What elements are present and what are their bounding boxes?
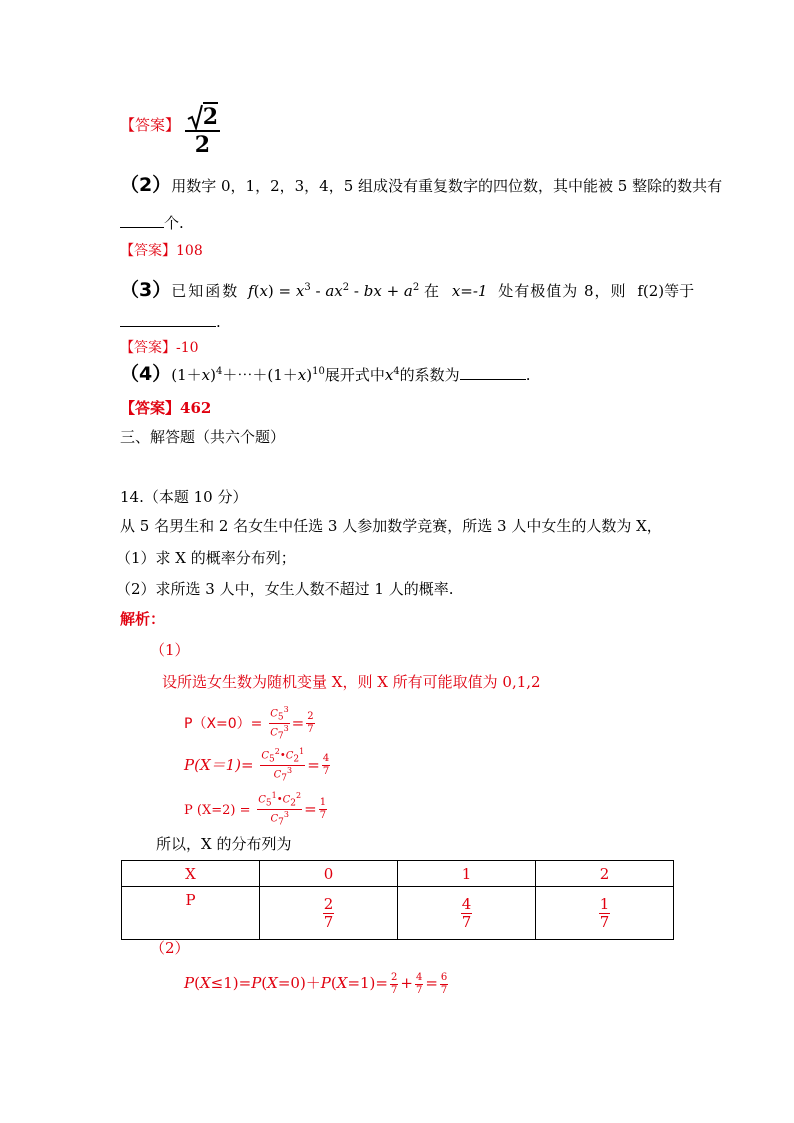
answer-label: 【答案】 (120, 340, 176, 356)
p2-result-fraction: $\frac{1}{7}$ (319, 797, 327, 822)
section-title: 三、解答题（共六个题） (120, 428, 286, 446)
problem-part1: （1）求 X 的概率分布列； (116, 549, 296, 567)
q4-line: $(4)(1+x)^4+\cdots+(1+x)^{10}$展开式中$x^4$的系数为 . (120, 363, 531, 385)
p0-den: 7 (323, 912, 334, 931)
q2-text: 用数字 0，1，2，3，4，5 组成没有重复数字的四位数，其中能被 5 整除的数共有 (171, 177, 723, 195)
p1-comb-fraction: $\frac{C_5^2•C_2^1}{C_7^3}$ (261, 747, 305, 784)
q3-tail: . (216, 313, 221, 331)
q1-radicand: 2 (202, 104, 219, 130)
table-cell-x1: 1 (398, 861, 536, 887)
q3-text-c: x=-1 (451, 282, 488, 300)
solution-intro: 设所选女生数为随机变量 X，则 X 所有可能取值为 0,1,2 (162, 673, 541, 691)
p2-num: 1 (599, 894, 610, 913)
table-cell-p2 (536, 887, 674, 940)
p1-num: 4 (461, 894, 472, 913)
p0-result-fraction: $\frac{2}{7}$ (307, 711, 314, 736)
table-cell-x0: 0 (260, 861, 398, 887)
q4-answer: 462 (180, 399, 212, 417)
table-header-p: P (122, 887, 260, 940)
q2-line (120, 170, 722, 197)
answer-label: 【答案】 (120, 399, 181, 417)
problem-statement: 从 5 名男生和 2 名女生中任选 3 人参加数学竞赛，所选 3 人中女生的人数为 X， (120, 517, 662, 535)
p1-lhs: P(X＝1)= (184, 755, 254, 774)
table-cell-p0 (260, 887, 398, 940)
q4-text-a: 展开式中 (324, 366, 385, 384)
p2-den: 7 (599, 912, 610, 931)
final-formula: P(X≤1)=P(X=0)＋P(X=1)= $\frac{2}{7}$ + $\frac{4}{7}$ = $\frac{6}{7}$ (184, 971, 448, 996)
q2-answer: 108 (176, 243, 203, 259)
q3-text-d: 处有极值为 8，则 (498, 282, 627, 300)
q2-number: （2） (120, 174, 172, 196)
table-cell-p1 (398, 887, 536, 940)
q4-answer-row (120, 397, 211, 418)
q4-text-b: 的系数为 (399, 366, 460, 384)
q2-tail-line (120, 212, 184, 233)
table-cell-x2: 2 (536, 861, 674, 887)
q4-blank (460, 365, 526, 380)
distribution-intro: 所以，X 的分布列为 (156, 835, 292, 853)
p1-result-fraction: $\frac{4}{7}$ (322, 753, 330, 778)
answer-label: 【答案】 (120, 116, 181, 134)
q1-answer-row (120, 104, 220, 158)
q3-function-formula: f (248, 282, 254, 300)
q1-denominator: 2 (194, 132, 211, 158)
p2-comb-fraction: $\frac{C_5^1•C_2^2}{C_7^3}$ (258, 791, 302, 828)
solution-part1-label: （1） (150, 641, 190, 659)
p1-formula: P(X＝1)= $\frac{C_5^2•C_2^1}{C_7^3}$ = $\frac{4}{7}$ (184, 747, 330, 784)
table-row (122, 887, 674, 940)
q3-text-f: 等于 (664, 282, 695, 300)
q3-text-e: f(2) (637, 282, 665, 300)
p2-formula: P (X=2) = $\frac{C_5^1•C_2^2}{C_7^3}$ = $\frac{1}{7}$ (184, 791, 327, 828)
q2-tail: 个. (164, 214, 184, 232)
q3-number: （3） (120, 279, 172, 301)
p0-num: 2 (323, 894, 334, 913)
q3-line: （3）已知函数 $f(x) = x^3 - ax^2$ - bx + $a^2$ 在 x=-1 处有极值为 8，则 f(2)等于 (120, 279, 695, 301)
p2-lhs: P (X=2) = (184, 802, 251, 818)
solution-part2-label: （2） (150, 939, 190, 957)
q1-answer-fraction (185, 104, 220, 158)
q3-blank (120, 312, 216, 327)
problem-heading: 14.（本题 10 分） (120, 488, 248, 506)
p0-comb-fraction: $\frac{C_5^3}{C_7^3}$ (270, 705, 289, 742)
q4-number: （4） (120, 363, 172, 385)
problem-part2: （2）求所选 3 人中，女生人数不超过 1 人的概率. (116, 580, 454, 598)
p0-formula: P（X=0）= $\frac{C_5^3}{C_7^3}$ = $\frac{2}{7}$ (184, 705, 314, 742)
distribution-table (121, 860, 674, 940)
q3-answer: -10 (176, 340, 199, 356)
table-row (122, 861, 674, 887)
q3-text-a: 已知函数 (171, 282, 240, 300)
answer-label: 【答案】 (120, 243, 176, 259)
q3-text-b: 在 (424, 282, 440, 300)
table-header-x: X (122, 861, 260, 887)
q3-answer-row (120, 337, 199, 357)
q4-var: x (384, 366, 394, 384)
p1-den: 7 (461, 912, 472, 931)
q3-tail-line (120, 312, 221, 331)
p0-lhs: P（X=0）= (184, 715, 263, 732)
q2-answer-row (120, 240, 203, 260)
q4-tail: . (525, 366, 531, 384)
sqrt-sign-icon (187, 104, 203, 130)
q4-expression: $(1+x)^4+\cdots+(1+x)^{10}$ (171, 366, 325, 384)
q2-blank (120, 213, 164, 228)
solution-label: 解析： (120, 610, 166, 628)
